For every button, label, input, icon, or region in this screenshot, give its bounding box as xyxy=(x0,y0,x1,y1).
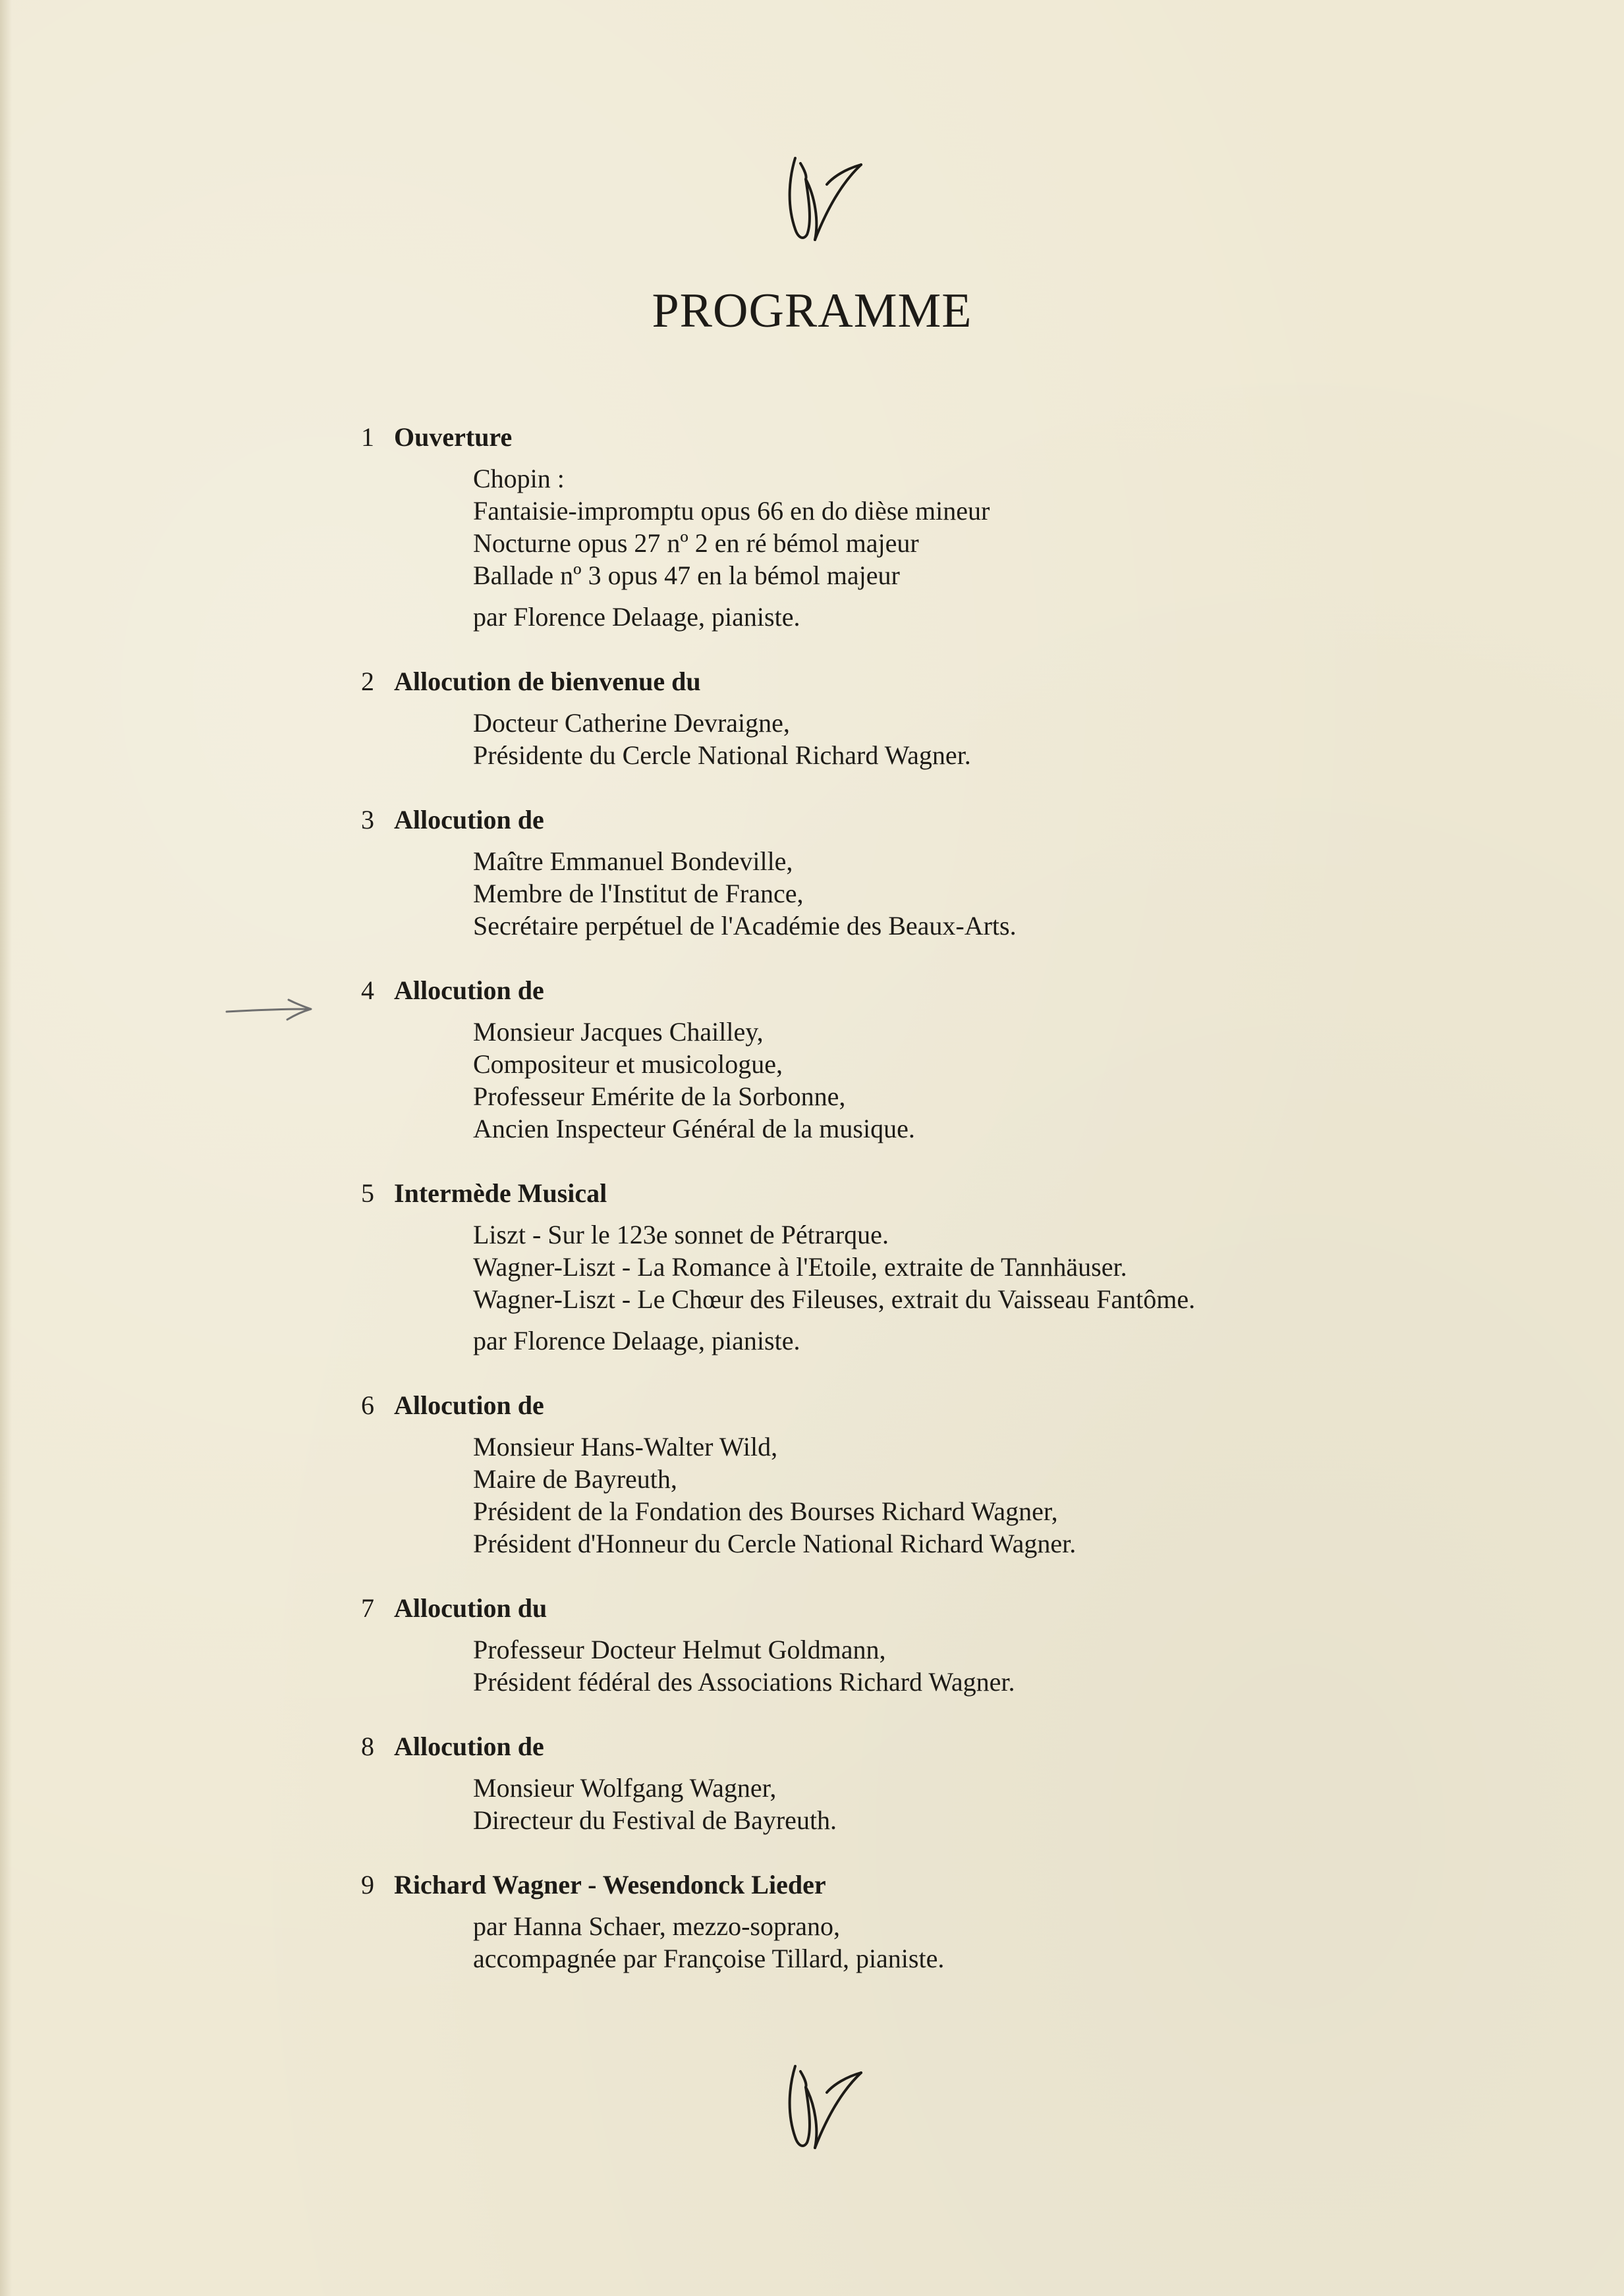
detail-line: Fantaisie-impromptu opus 66 en do dièse mineur xyxy=(473,496,990,526)
item-title: Allocution de xyxy=(394,975,544,1005)
item-number: 1 xyxy=(361,422,374,452)
item-title: Allocution de xyxy=(394,1732,544,1761)
page-title: PROGRAMME xyxy=(652,284,972,338)
detail-line: Wagner-Liszt - La Romance à l'Etoile, extraite de Tannhäuser. xyxy=(473,1252,1127,1282)
detail-line: Secrétaire perpétuel de l'Académie des Beaux-Arts. xyxy=(473,911,1017,941)
item-number: 9 xyxy=(361,1870,374,1900)
item-heading xyxy=(361,665,1415,699)
programme-list xyxy=(361,420,1415,2006)
item-title: Ouverture xyxy=(394,422,513,452)
detail-line: Présidente du Cercle National Richard Wagner. xyxy=(473,740,971,770)
item-heading xyxy=(361,420,1415,454)
detail-line: Ancien Inspecteur Général de la musique. xyxy=(473,1114,915,1143)
item-number: 3 xyxy=(361,805,374,834)
programme-item xyxy=(361,1591,1415,1698)
detail-line: Directeur du Festival de Bayreuth. xyxy=(473,1805,837,1835)
item-heading xyxy=(361,973,1415,1008)
wagner-monogram-bottom-icon xyxy=(781,2058,866,2157)
detail-line: Maître Emmanuel Bondeville, xyxy=(473,846,793,876)
detail-line: Liszt - Sur le 123e sonnet de Pétrarque. xyxy=(473,1220,889,1249)
item-heading xyxy=(361,1388,1415,1423)
detail-line: Docteur Catherine Devraigne, xyxy=(473,708,790,738)
detail-line: Monsieur Wolfgang Wagner, xyxy=(473,1773,777,1803)
item-title: Allocution de bienvenue du xyxy=(394,667,701,696)
item-details xyxy=(473,1431,1415,1560)
programme-item xyxy=(361,665,1415,771)
item-title: Richard Wagner - Wesendonck Lieder xyxy=(394,1870,826,1900)
pencil-arrow-icon xyxy=(224,996,316,1022)
detail-line: par Hanna Schaer, mezzo-soprano, xyxy=(473,1911,841,1941)
item-details xyxy=(473,1772,1415,1836)
detail-line: Président de la Fondation des Bourses Richard Wagner, xyxy=(473,1496,1058,1526)
item-title: Intermède Musical xyxy=(394,1178,607,1208)
detail-line: Monsieur Jacques Chailley, xyxy=(473,1017,764,1047)
detail-line: Wagner-Liszt - Le Chœur des Fileuses, extrait du Vaisseau Fantôme. xyxy=(473,1284,1196,1314)
detail-line: Président d'Honneur du Cercle National Richard Wagner. xyxy=(473,1529,1077,1558)
item-details xyxy=(473,1218,1415,1357)
programme-item xyxy=(361,1176,1415,1357)
programme-item xyxy=(361,1730,1415,1836)
wagner-monogram-top-icon xyxy=(781,150,866,249)
paper-edge-shadow xyxy=(0,0,12,2296)
item-number: 7 xyxy=(361,1593,374,1623)
item-details xyxy=(473,1910,1415,1975)
item-number: 8 xyxy=(361,1732,374,1761)
item-details xyxy=(473,845,1415,942)
item-number: 6 xyxy=(361,1390,374,1420)
detail-line: Nocturne opus 27 nº 2 en ré bémol majeur xyxy=(473,528,919,558)
item-heading xyxy=(361,1730,1415,1764)
item-heading xyxy=(361,1176,1415,1211)
detail-line: Membre de l'Institut de France, xyxy=(473,879,804,908)
detail-line: Président fédéral des Associations Richard Wagner. xyxy=(473,1667,1015,1697)
item-heading xyxy=(361,1591,1415,1626)
item-title: Allocution du xyxy=(394,1593,547,1623)
programme-item xyxy=(361,1868,1415,1975)
item-heading xyxy=(361,803,1415,837)
detail-line: Ballade nº 3 opus 47 en la bémol majeur xyxy=(473,560,900,590)
item-title: Allocution de xyxy=(394,805,544,834)
item-title: Allocution de xyxy=(394,1390,544,1420)
detail-line: Professeur Docteur Helmut Goldmann, xyxy=(473,1635,886,1664)
detail-line: Compositeur et musicologue, xyxy=(473,1049,783,1079)
item-details xyxy=(473,462,1415,633)
performer-line: par Florence Delaage, pianiste. xyxy=(473,1326,800,1355)
detail-line: Chopin : xyxy=(473,464,565,493)
item-number: 5 xyxy=(361,1178,374,1208)
item-number: 2 xyxy=(361,667,374,696)
item-heading xyxy=(361,1868,1415,1902)
item-details xyxy=(473,1633,1415,1698)
detail-line: Professeur Emérite de la Sorbonne, xyxy=(473,1081,846,1111)
item-details xyxy=(473,1016,1415,1145)
programme-item xyxy=(361,803,1415,942)
item-number: 4 xyxy=(361,975,374,1005)
detail-line: accompagnée par Françoise Tillard, pianiste. xyxy=(473,1944,945,1973)
detail-line: Monsieur Hans-Walter Wild, xyxy=(473,1432,778,1462)
programme-item xyxy=(361,1388,1415,1560)
programme-item xyxy=(361,420,1415,633)
item-details xyxy=(473,707,1415,771)
detail-line: Maire de Bayreuth, xyxy=(473,1464,677,1494)
performer-line: par Florence Delaage, pianiste. xyxy=(473,602,800,632)
programme-item xyxy=(361,973,1415,1145)
